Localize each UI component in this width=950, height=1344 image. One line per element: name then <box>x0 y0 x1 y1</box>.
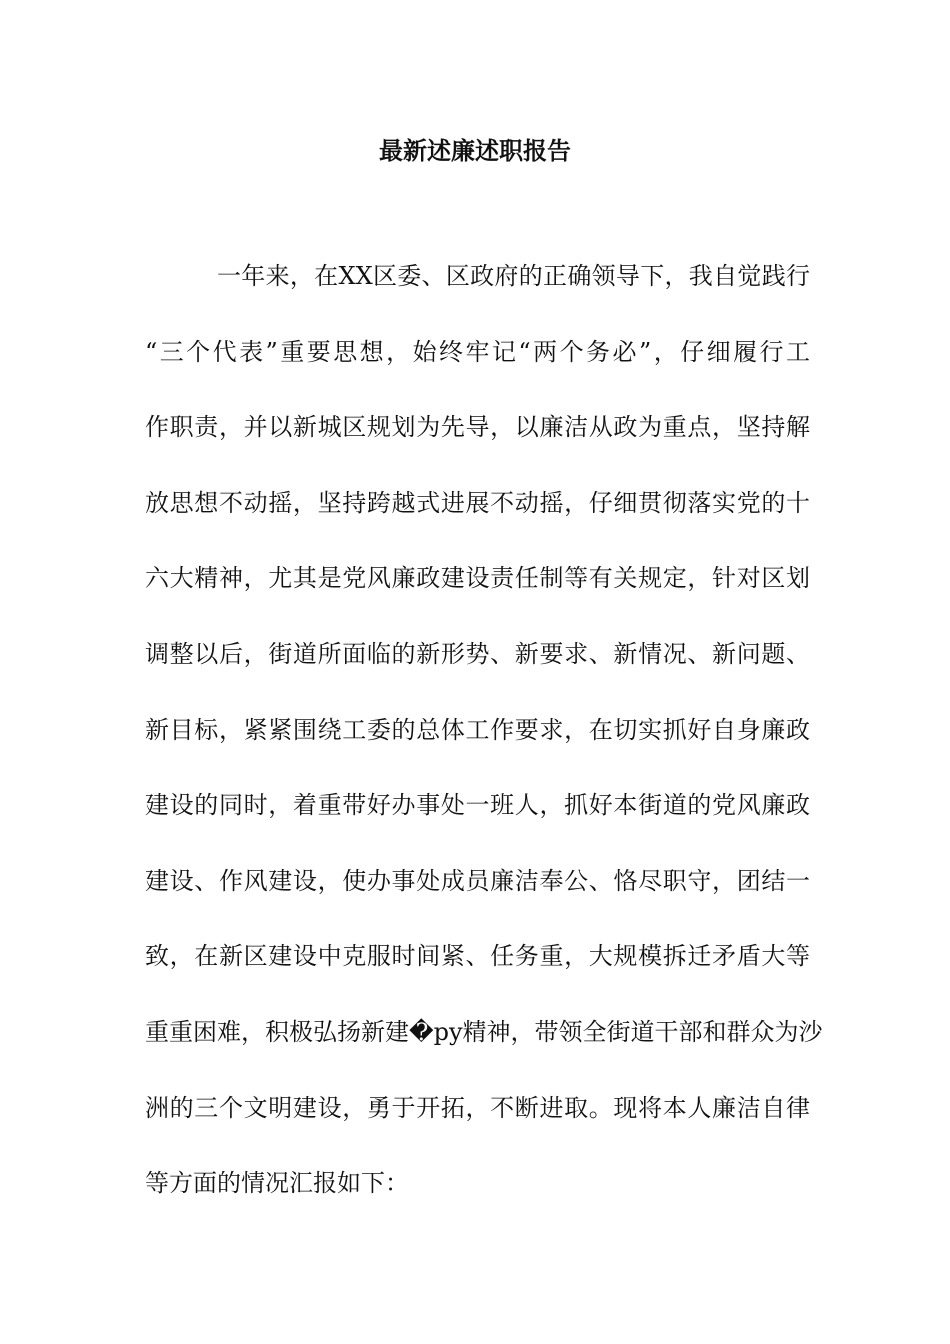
paragraph-line: 一年来，在XX区委、区政府的正确领导下，我自觉践行 <box>217 262 810 290</box>
paragraph-line: 等方面的情况汇报如下： <box>145 1169 409 1198</box>
paragraph-line: 新目标，紧紧围绕工委的总体工作要求，在切实抓好自身廉政 <box>145 715 810 744</box>
paragraph-line: 放思想不动摇，坚持跨越式进展不动摇，仔细贯彻落实党的十 <box>145 488 810 517</box>
paragraph-line: 重重困难，积极弘扬新建�py精神，带领全街道干部和群众为沙 <box>145 1017 823 1046</box>
paragraph-line: 调整以后，街道所面临的新形势、新要求、新情况、新问题、 <box>145 639 810 668</box>
body-paragraph <box>145 256 823 1239</box>
paragraph-line: 致，在新区建设中克服时间紧、任务重，大规模拆迁矛盾大等 <box>145 942 810 971</box>
paragraph-line: 建设、作风建设，使办事处成员廉洁奉公、恪尽职守，团结一 <box>145 866 810 895</box>
paragraph-line: 作职责，并以新城区规划为先导，以廉洁从政为重点，坚持解 <box>145 413 810 442</box>
paragraph-line: “三个代表”重要思想，始终牢记“两个务必”，仔细履行工 <box>145 337 810 366</box>
paragraph-line: 洲的三个文明建设，勇于开拓，不断进取。现将本人廉洁自律 <box>145 1093 810 1122</box>
paragraph-line: 六大精神，尤其是党风廉政建设责任制等有关规定，针对区划 <box>145 564 810 593</box>
document-title: 最新述廉述职报告 <box>379 137 571 165</box>
paragraph-line: 建设的同时，着重带好办事处一班人，抓好本街道的党风廉政 <box>145 791 810 820</box>
